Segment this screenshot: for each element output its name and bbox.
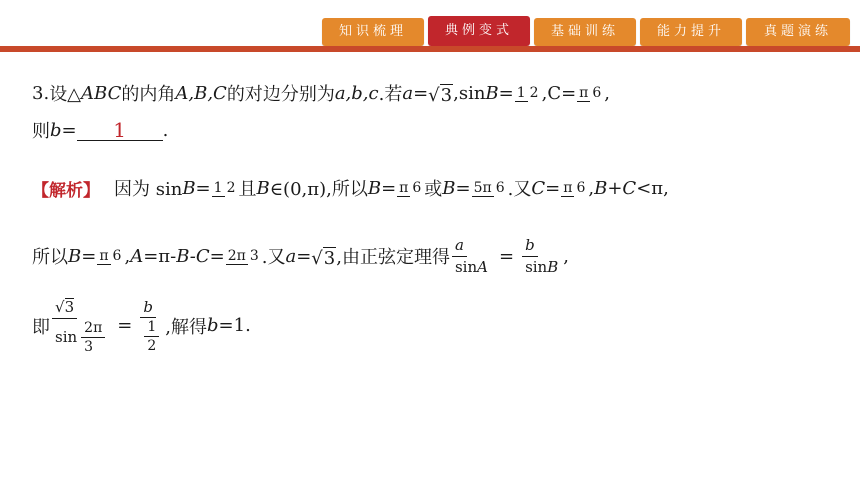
frac-num: a	[452, 237, 467, 257]
frac-num: 2π	[81, 321, 105, 338]
fraction-a-over-sinA	[452, 237, 491, 275]
sqrt-symbol: √	[311, 247, 323, 269]
var-B: B	[256, 177, 270, 199]
solution-text: ,	[563, 245, 569, 267]
problem-text: .若	[378, 84, 403, 105]
solution-text: ,	[588, 177, 595, 199]
var-b: b	[50, 119, 62, 141]
fraction-b-over-sinB	[522, 237, 561, 275]
equals-sign: =	[117, 315, 133, 337]
frac-den: 3	[249, 248, 259, 264]
tab-example-variants[interactable]: 典例变式	[428, 16, 530, 46]
tab-knowledge-review[interactable]: 知识梳理	[322, 18, 424, 46]
var-B: B	[367, 177, 382, 199]
frac-den: 6	[112, 248, 122, 264]
equals-sign: =	[381, 177, 397, 199]
solution-line-1	[32, 175, 669, 201]
equals-sign: =	[81, 245, 97, 267]
problem-line-2	[32, 117, 168, 143]
frac-den: 6	[412, 180, 422, 196]
equals-sign: =	[296, 245, 312, 267]
frac-num: b	[522, 237, 538, 257]
var-C: C	[531, 177, 546, 199]
problem-line-1	[32, 80, 610, 106]
solution-label: 【解析】	[32, 180, 100, 201]
problem-text: ,sin	[453, 82, 486, 104]
header-divider-bar	[0, 46, 860, 52]
solution-text: =π-	[143, 245, 177, 267]
fraction-2pi-over-3	[226, 247, 261, 265]
sin-text: sin	[454, 257, 478, 276]
frac-den	[522, 257, 561, 276]
var-B: B	[442, 177, 456, 199]
frac-num: 1	[516, 85, 526, 101]
var-A: A	[130, 245, 144, 267]
solution-text: .又	[261, 247, 286, 268]
equals-sign: =	[195, 177, 211, 199]
fraction-sqrt3-over-sin-2pi-3	[52, 298, 109, 354]
fraction-pi-over-6	[561, 179, 587, 197]
problem-text: .	[162, 119, 169, 141]
equals-sign: =	[61, 119, 77, 141]
var-B-minus-C: B-C	[176, 245, 210, 267]
problem-text: 则	[32, 121, 50, 142]
sqrt-3	[428, 81, 453, 106]
sqrt-3	[311, 244, 336, 269]
var-B: B	[182, 177, 196, 199]
frac-den: 2	[529, 85, 539, 101]
frac-num	[52, 298, 77, 319]
solution-text: ,由正弦定理得	[336, 247, 450, 268]
solution-text: ,解得	[165, 316, 208, 338]
var-a: a	[402, 82, 414, 104]
frac-den: 3	[84, 338, 94, 355]
equals-sign: =	[455, 177, 471, 199]
solution-line-2	[32, 237, 569, 275]
frac-num: π	[563, 180, 573, 196]
tab-exam-practice[interactable]: 真题演练	[746, 18, 850, 46]
var-A: A	[477, 257, 488, 276]
solution-text: 且	[238, 179, 257, 200]
frac-num: b	[140, 299, 156, 319]
var-B: B	[485, 82, 499, 104]
fraction-b-over-half	[140, 299, 163, 354]
solution-text: .又	[507, 179, 532, 200]
var-B: B	[547, 257, 559, 276]
sqrt-arg: 3	[64, 298, 75, 316]
fraction-5pi-over-6	[472, 179, 507, 197]
frac-num: 2π	[227, 248, 246, 264]
frac-den: 2	[147, 338, 157, 354]
solution-text: ∈(0,π),所以	[269, 179, 368, 200]
problem-text: 的对边分别为	[226, 84, 335, 105]
solution-text: 因为 sin	[114, 179, 183, 200]
solution-text: 所以	[32, 247, 68, 268]
fraction-one-half	[515, 84, 541, 102]
frac-den	[52, 319, 109, 354]
equals-sign: =	[498, 82, 514, 104]
side-names: a,b,c	[334, 82, 379, 104]
answer-blank: 1	[77, 120, 163, 141]
problem-text: ,C=	[541, 82, 577, 104]
frac-den: 6	[576, 180, 586, 196]
angle-names: A,B,C	[175, 82, 227, 104]
sqrt-symbol: √	[55, 298, 65, 316]
frac-num: π	[579, 85, 589, 101]
fraction-pi-over-6	[97, 247, 123, 265]
fraction-one-half	[144, 320, 159, 353]
frac-den	[140, 318, 163, 353]
problem-text: ,	[604, 82, 611, 104]
frac-den	[452, 257, 491, 276]
equals-sign: =	[545, 177, 561, 199]
frac-num: 1	[144, 320, 159, 337]
frac-num: π	[99, 248, 109, 264]
var-B-plus-C: B+C	[594, 177, 637, 199]
var-B: B	[68, 245, 82, 267]
solution-text: <π,	[636, 177, 669, 199]
solution-text: 或	[424, 179, 443, 200]
equals-sign: =	[498, 245, 515, 267]
solution-text: ,	[124, 245, 131, 267]
solution-text: =1.	[218, 315, 251, 337]
var-a: a	[285, 245, 297, 267]
fraction-pi-over-6	[397, 179, 423, 197]
equals-sign: =	[413, 82, 429, 104]
fraction-2pi-over-3	[81, 321, 105, 354]
frac-den: 2	[226, 180, 236, 196]
problem-number: 3.	[32, 82, 50, 104]
fraction-one-half	[212, 179, 238, 197]
sqrt-symbol: √	[428, 84, 440, 106]
sin-text: sin	[525, 257, 548, 276]
problem-text: 设△	[49, 84, 82, 105]
sin-text: sin	[55, 327, 78, 346]
frac-num: 5π	[473, 180, 492, 196]
triangle-name: ABC	[81, 82, 122, 104]
equals-sign: =	[209, 245, 225, 267]
frac-den: 6	[592, 85, 602, 101]
frac-num: π	[399, 180, 409, 196]
sqrt-arg: 3	[323, 247, 336, 269]
tab-ability-improvement[interactable]: 能力提升	[640, 18, 742, 46]
solution-line-3	[32, 298, 251, 354]
fraction-pi-over-6	[577, 84, 603, 102]
tab-basic-training[interactable]: 基础训练	[534, 18, 636, 46]
frac-num: 1	[213, 180, 223, 196]
problem-text: 的内角	[121, 84, 176, 105]
solution-text: 即	[32, 316, 50, 338]
var-b: b	[207, 315, 219, 337]
frac-den: 6	[495, 180, 505, 196]
sqrt-arg: 3	[440, 84, 453, 106]
